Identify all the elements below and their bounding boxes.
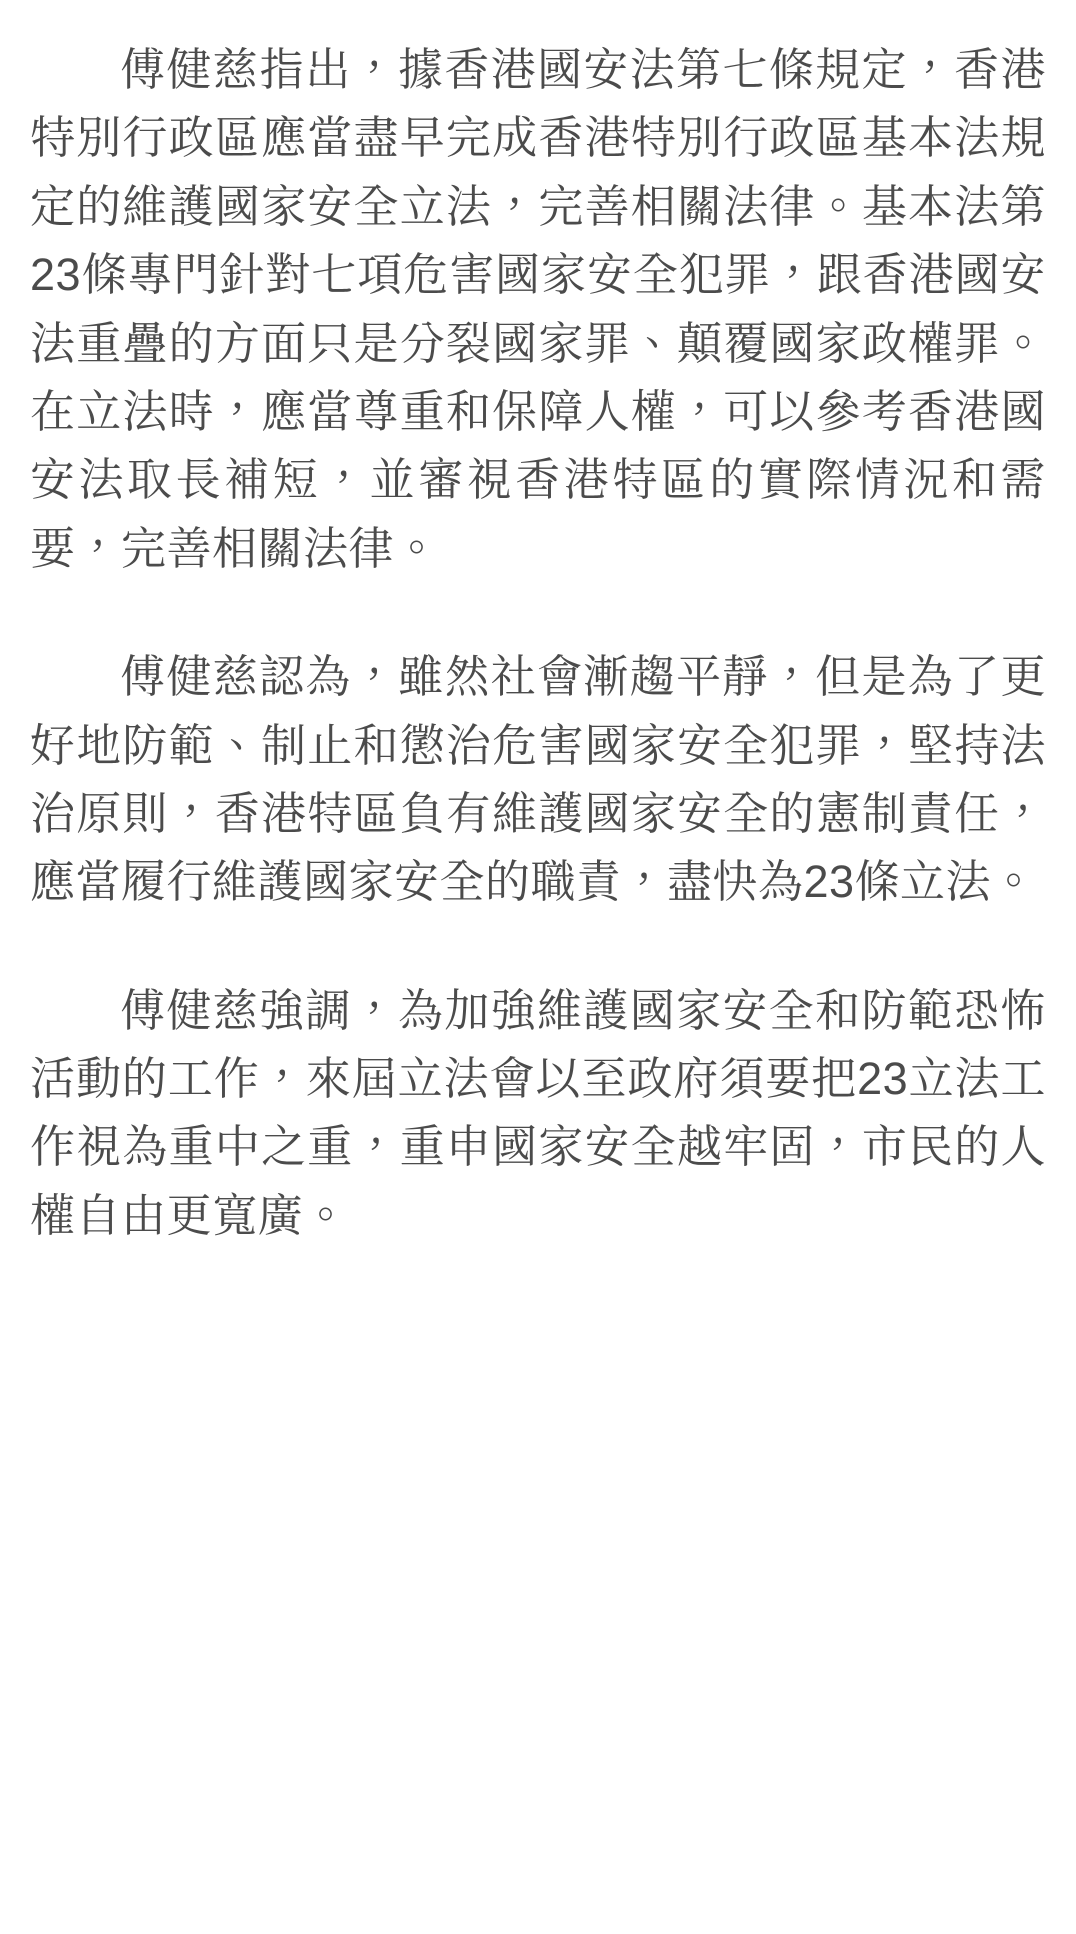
article-paragraph: 傅健慈認為，雖然社會漸趨平靜，但是為了更好地防範、制止和懲治危害國家安全犯罪，堅持法治原則，香港特區負有維護國家安全的憲制責任，應當履行維護國家安全的職責，盡快為23條立法。 <box>30 651 1046 908</box>
article-paragraph: 傅健慈指出，據香港國安法第七條規定，香港特別行政區應當盡早完成香港特別行政區基本法規定的維護國家安全立法，完善相關法律。基本法第23條專門針對七項危害國家安全犯罪，跟香港國安法重疊的方面只是分裂國家罪、顛覆國家政權罪。在立法時，應當尊重和保障人權，可以參考香港國安法取長補短，並審視香港特區的實際情況和需要，完善相關法律。 <box>30 44 1046 574</box>
article-paragraph: 傅健慈強調，為加強維護國家安全和防範恐怖活動的工作，來屆立法會以至政府須要把23立法工作視為重中之重，重申國家安全越牢固，市民的人權自由更寬廣。 <box>30 984 1046 1241</box>
